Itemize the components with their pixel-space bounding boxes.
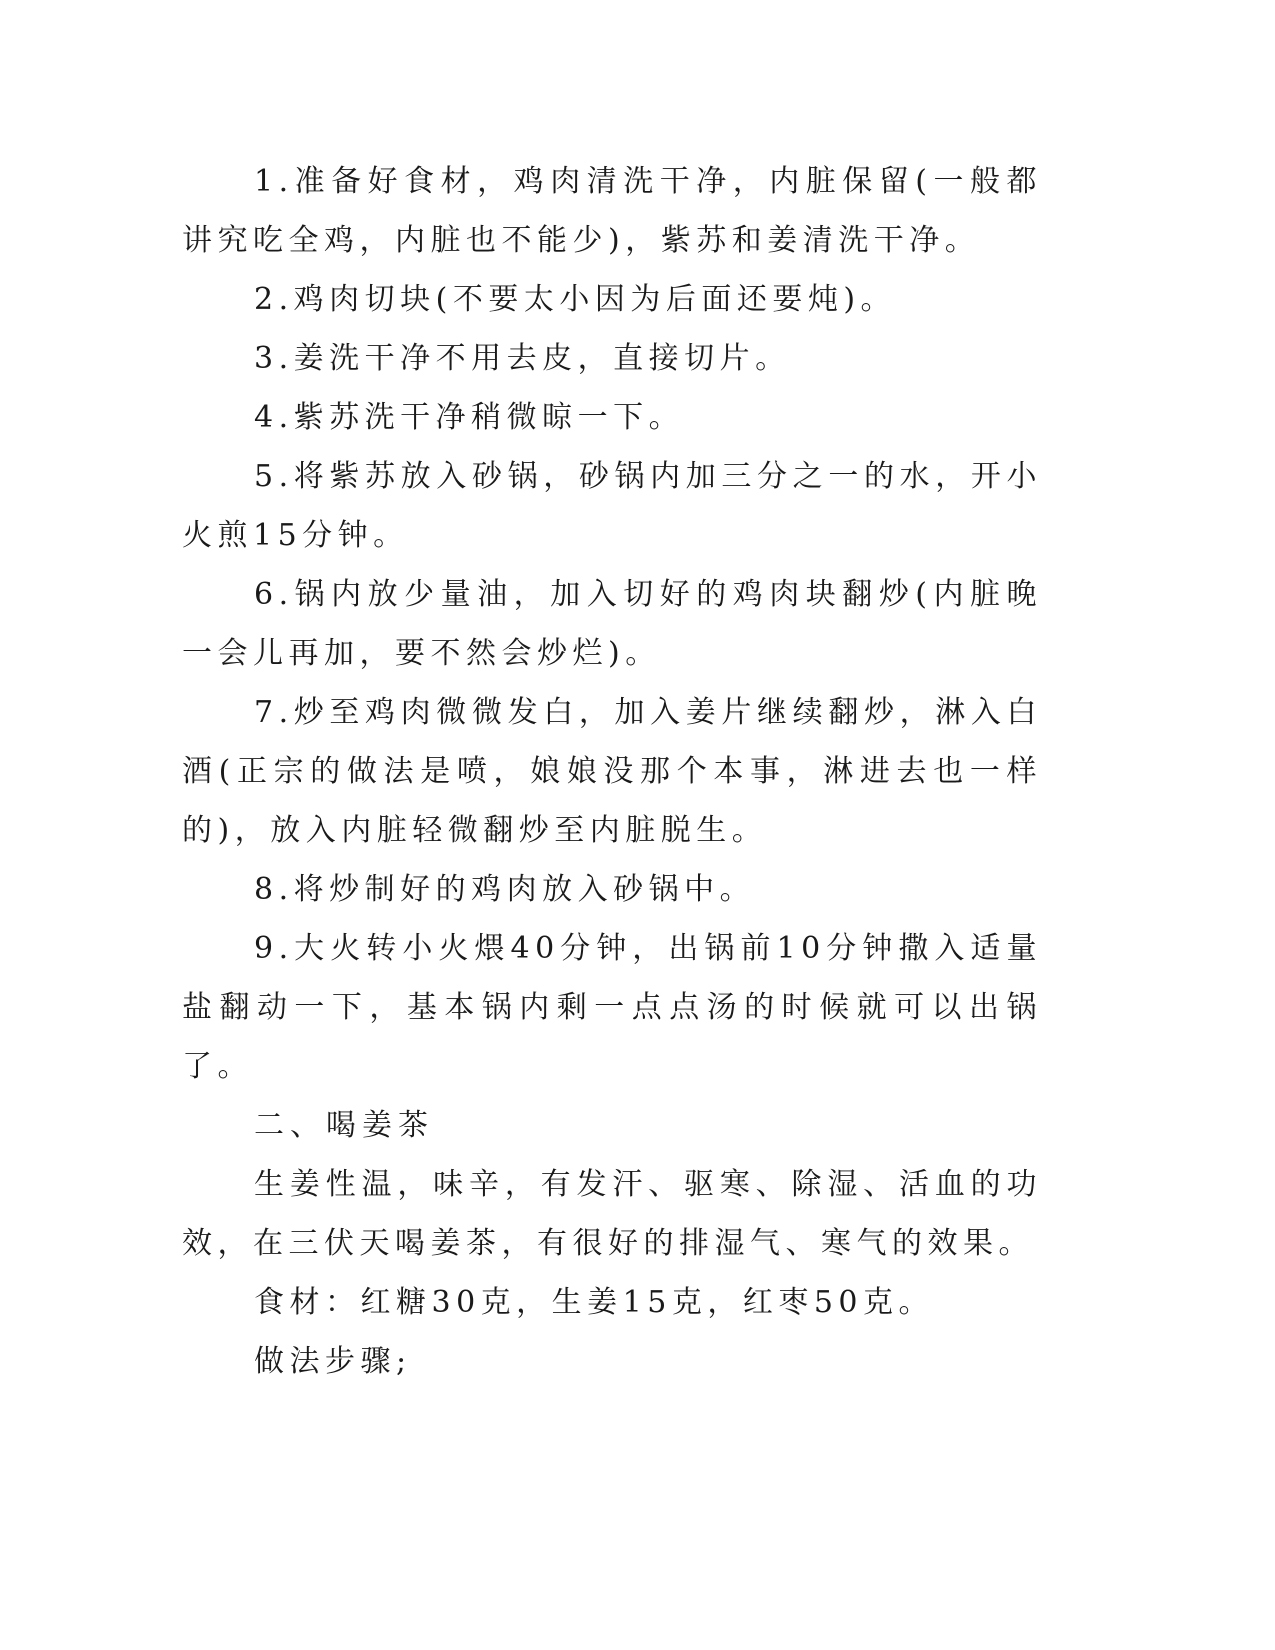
step-3-paragraph: 3.姜洗干净不用去皮，直接切片。 [254,341,791,376]
step-2-paragraph: 2.鸡肉切块(不要太小因为后面还要炖)。 [254,282,897,317]
step-4-paragraph: 4.紫苏洗干净稍微晾一下。 [254,400,685,435]
step-7-paragraph: 7.炒至鸡肉微微发白，加入姜片继续翻炒，淋入白酒(正宗的做法是喷，娘娘没那个本事，淋进去也一样的)，放入内脏轻微翻炒至内脏脱生。 [182,695,1042,848]
section-heading-ginger-tea: 二、喝姜茶 [254,1108,434,1143]
ingredients-paragraph: 食材：红糖30克，生姜15克，红枣50克。 [254,1285,935,1320]
step-6-paragraph: 6.锅内放少量油，加入切好的鸡肉块翻炒(内脏晚一会儿再加，要不然会炒烂)。 [182,577,1042,671]
step-1-paragraph: 1.准备好食材，鸡肉清洗干净，内脏保留(一般都讲究吃全鸡，内脏也不能少)，紫苏和姜清洗干净。 [182,164,1042,258]
step-9-paragraph: 9.大火转小火煨40分钟，出锅前10分钟撒入适量盐翻动一下，基本锅内剩一点点汤的时候就可以出锅了。 [182,931,1042,1084]
ginger-description-paragraph: 生姜性温，味辛，有发汗、驱寒、除湿、活血的功效，在三伏天喝姜茶，有很好的排湿气、寒气的效果。 [182,1167,1042,1261]
step-8-paragraph: 8.将炒制好的鸡肉放入砂锅中。 [254,872,756,907]
method-steps-label: 做法步骤; [254,1344,412,1379]
step-5-paragraph: 5.将紫苏放入砂锅，砂锅内加三分之一的水，开小火煎15分钟。 [182,459,1042,553]
document-body [182,152,1042,1391]
